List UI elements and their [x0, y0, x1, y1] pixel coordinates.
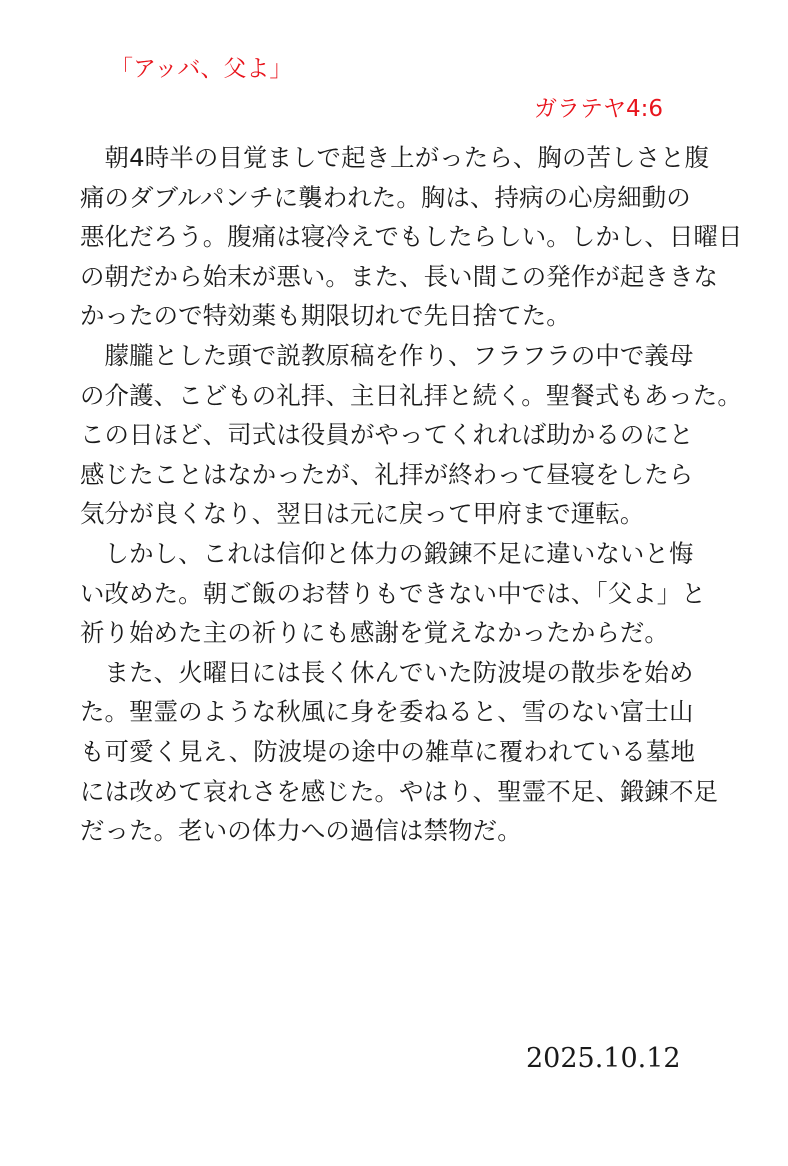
text-line: だった。老いの体力への過信は禁物だ。	[80, 816, 522, 846]
text-line: の朝だから始末が悪い。また、長い間この発作が起ききな	[80, 261, 719, 291]
verse-quote: 「アッバ、父よ」	[110, 56, 293, 82]
text-line: この日ほど、司式は役員がやってくれれば助かるのにと	[80, 420, 694, 450]
text-line: しかし、これは信仰と体力の鍛錬不足に違いないと悔	[80, 538, 694, 568]
text-line: い改めた。朝ご飯のお替りもできない中では、「父よ」と	[80, 578, 706, 608]
text-line: 感じたことはなかったが、礼拝が終わって昼寝をしたら	[80, 459, 694, 489]
text-line: には改めて哀れさを感じた。やはり、聖霊不足、鍛錬不足	[80, 776, 719, 806]
essay-body	[80, 138, 743, 851]
text-line: 朝4時半の目覚ましで起き上がったら、胸の苦しさと腹	[80, 143, 710, 172]
text-line: の介護、こどもの礼拝、主日礼拝と続く。聖餐式もあった。	[80, 380, 742, 410]
date-stamp: 2025.10.12	[526, 1043, 681, 1074]
text-line: 朦朧とした頭で説教原稿を作り、フラフラの中で義母	[80, 340, 694, 370]
text-line: 痛のダブルパンチに襲われた。胸は、持病の心房細動の	[80, 182, 691, 212]
text-line: も可愛く見え、防波堤の途中の雑草に覆われている墓地	[80, 736, 695, 766]
text-line: また、火曜日には長く休んでいた防波堤の散歩を始め	[80, 657, 694, 687]
text-line: 祈り始めた主の祈りにも感謝を覚えなかったからだ。	[80, 618, 669, 648]
text-line: かったので特効薬も期限切れで先日捨てた。	[80, 301, 571, 331]
verse-reference: ガラテヤ4:6	[534, 96, 664, 122]
text-line: 気分が良くなり、翌日は元に戻って甲府まで運転。	[80, 499, 645, 529]
text-line: た。聖霊のような秋風に身を委ねると、雪のない富士山	[80, 697, 694, 727]
text-line: 悪化だろう。腹痛は寝冷えでもしたらしい。しかし、日曜日	[80, 222, 743, 252]
